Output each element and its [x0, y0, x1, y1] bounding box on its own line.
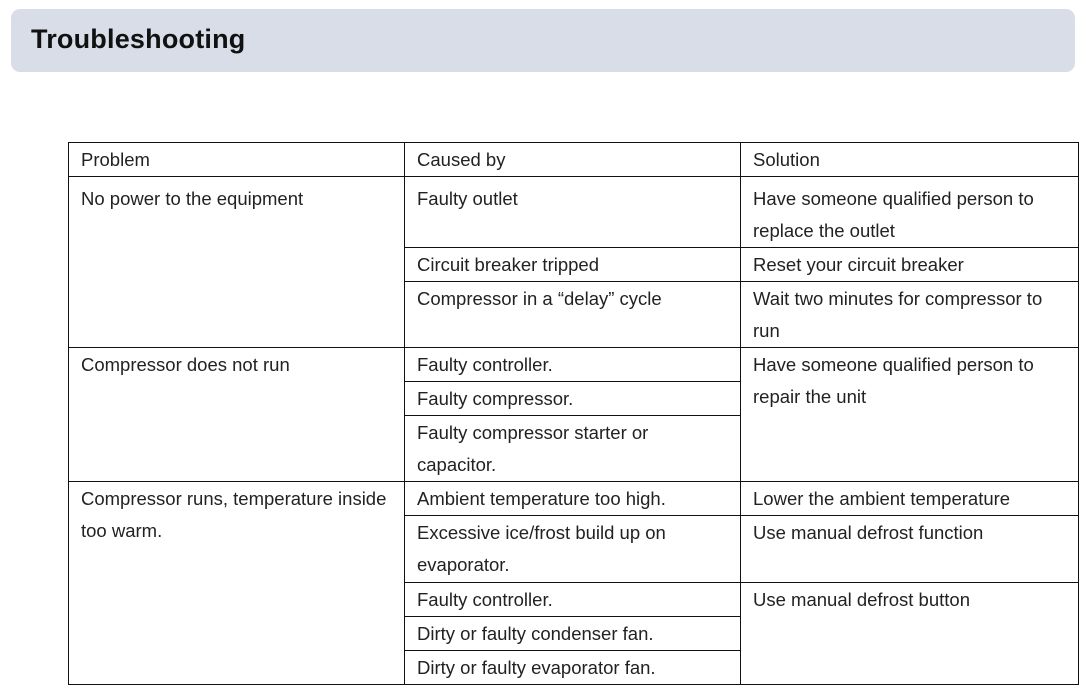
problem-cell: Compressor does not run: [69, 348, 405, 482]
solution-cell: Have someone qualified person to replace the outlet: [741, 177, 1079, 248]
cause-cell: Excessive ice/frost build up on evaporator.: [405, 516, 741, 583]
cause-cell: Faulty controller.: [405, 348, 741, 382]
solution-cell: Use manual defrost button: [741, 583, 1079, 685]
cause-cell: Circuit breaker tripped: [405, 248, 741, 282]
cause-cell: Faulty compressor.: [405, 382, 741, 416]
header-problem: Problem: [69, 143, 405, 177]
table-row: [69, 177, 1079, 248]
cause-cell: Faulty controller.: [405, 583, 741, 617]
table-row: [69, 482, 1079, 516]
cause-cell: Dirty or faulty condenser fan.: [405, 617, 741, 651]
solution-cell: Reset your circuit breaker: [741, 248, 1079, 282]
cause-cell: Dirty or faulty evaporator fan.: [405, 651, 741, 685]
solution-cell: Lower the ambient temperature: [741, 482, 1079, 516]
header-solution: Solution: [741, 143, 1079, 177]
solution-cell: Have someone qualified person to repair the unit: [741, 348, 1079, 482]
cause-cell: Compressor in a “delay” cycle: [405, 282, 741, 348]
cause-cell: Faulty compressor starter or capacitor.: [405, 416, 741, 482]
table-row: [69, 348, 1079, 382]
cause-cell: Ambient temperature too high.: [405, 482, 741, 516]
header-caused-by: Caused by: [405, 143, 741, 177]
table-header-row: [69, 143, 1079, 177]
title-bar: [11, 9, 1075, 72]
solution-cell: Use manual defrost function: [741, 516, 1079, 583]
troubleshooting-table: [68, 142, 1079, 685]
problem-cell: No power to the equipment: [69, 177, 405, 348]
page-title: Troubleshooting: [31, 24, 246, 54]
problem-cell: Compressor runs, temperature inside too warm.: [69, 482, 405, 685]
solution-cell: Wait two minutes for compressor to run: [741, 282, 1079, 348]
cause-cell: Faulty outlet: [405, 177, 741, 248]
